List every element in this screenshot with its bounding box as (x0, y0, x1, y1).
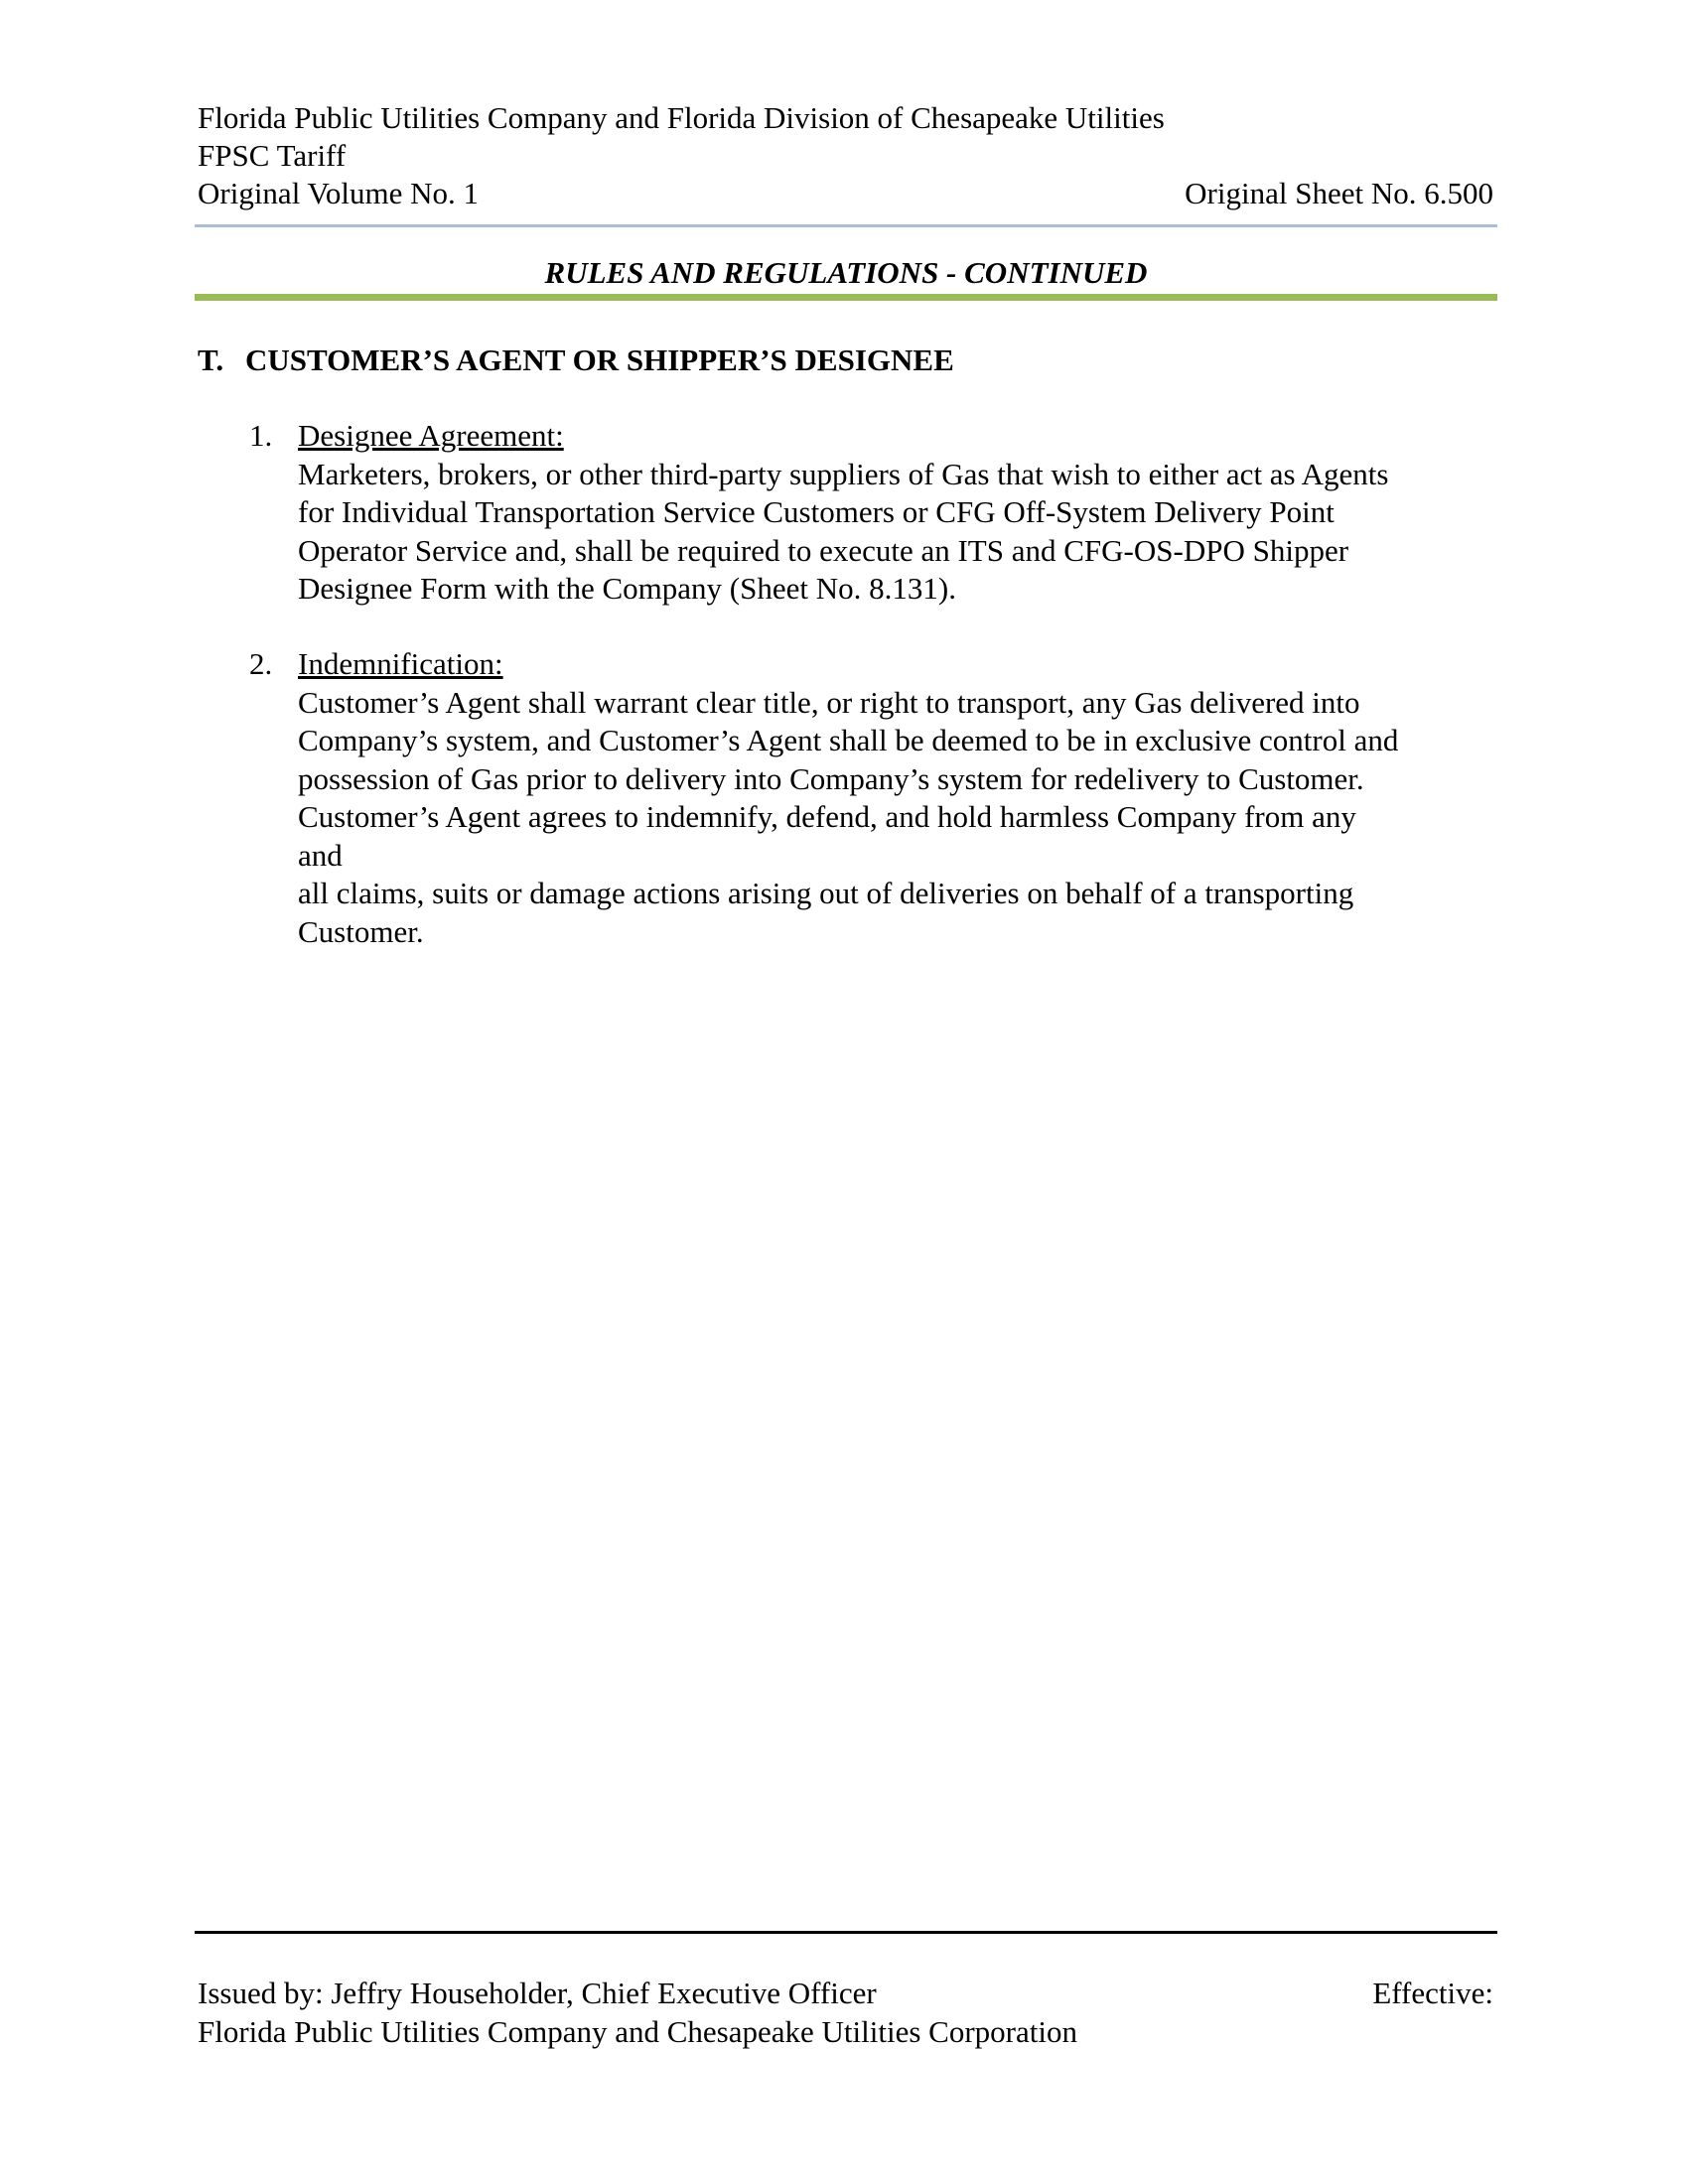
sheet-footer (198, 1974, 1493, 2051)
list-item-title: Designee Agreement: (298, 418, 564, 453)
footer-company: Florida Public Utilities Company and Chesapeake Utilities Corporation (198, 2014, 1077, 2049)
list-item-indemnification (249, 645, 1500, 951)
rule-heading-letter: T. (198, 342, 224, 377)
section-title: RULES AND REGULATIONS - CONTINUED (544, 255, 1148, 290)
list-item-text: Customer’s Agent shall warrant clear title, or right to transport, any Gas delivered into Company’s system, and Customer’s Agent shall be deemed to be in exclusive control and possession of Gas prior to delivery into Company’s system for redelivery to Customer. Customer’s Agent agrees to indemnify, defend, and hold harmless Company from any and all claims, suits or damage actions arising out of deliveries on behalf of a transporting Customer. (298, 684, 1399, 949)
footer-issued-row (198, 1974, 1493, 2012)
footer-effective: Effective: (1372, 1976, 1493, 2010)
rule-heading-title: CUSTOMER’S AGENT OR SHIPPER’S DESIGNEE (245, 342, 954, 377)
list-item-designee-agreement (249, 417, 1500, 609)
list-item-body (298, 645, 1500, 951)
list-item-body (298, 417, 1500, 609)
list-item-number: 2. (249, 646, 273, 681)
footer-divider (195, 1931, 1497, 1934)
section-title-divider (195, 294, 1497, 301)
list-item-text: Marketers, brokers, or other third-party suppliers of Gas that wish to either act as Agents for Individual Transportation Service Customers or CFG Off-System Delivery Point Operator Service and, shall be required to execute an ITS and CFG-OS-DPO Shipper Designee Form with the Company (Sheet No. 8.131). (298, 456, 1389, 606)
list-item-number: 1. (249, 418, 273, 453)
sheet-header (198, 99, 1493, 212)
header-divider (195, 224, 1497, 227)
list-item-title: Indemnification: (298, 646, 503, 681)
header-company-line: Florida Public Utilities Company and Florida Division of Chesapeake Utilities (198, 100, 1165, 135)
rule-heading (198, 341, 954, 379)
footer-issued-by: Issued by: Jeffry Householder, Chief Executive Officer (198, 1976, 877, 2010)
header-volume-sheet-row (198, 175, 1493, 212)
header-volume: Original Volume No. 1 (198, 176, 480, 210)
header-sheet-number: Original Sheet No. 6.500 (1185, 176, 1493, 210)
header-tariff-line: FPSC Tariff (198, 138, 347, 173)
